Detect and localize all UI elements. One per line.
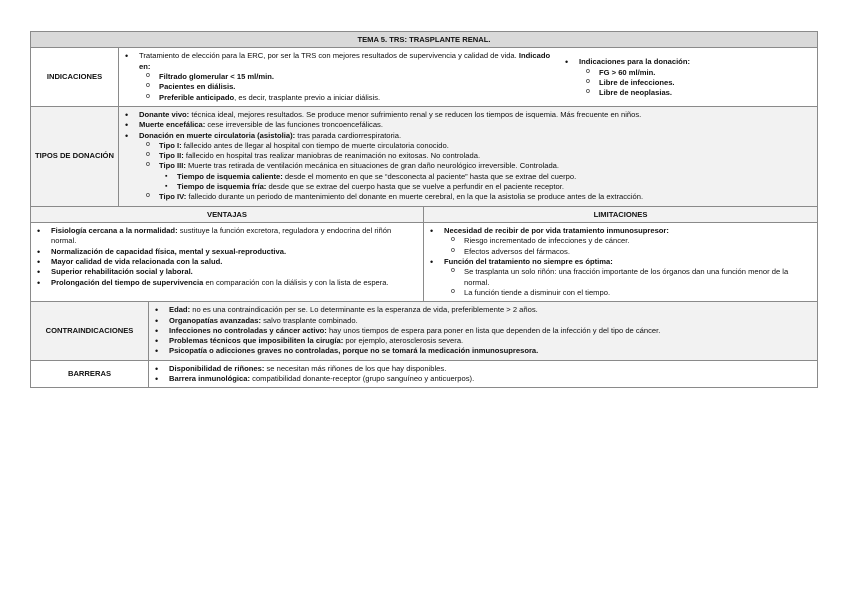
tipos-row (31, 106, 817, 206)
summary-table (30, 31, 818, 388)
contraindicaciones-row (31, 301, 817, 360)
ventajas-limitaciones-header-row (31, 206, 817, 222)
list-item: ▪ Tiempo de isquemia caliente: desde el momento en que se “desconecta al paciente” hasta que se extrae del cuerpo. (119, 172, 811, 182)
limitaciones-header: LIMITACIONES (424, 207, 817, 222)
list-item: • Disponibilidad de riñones: se necesitan más riñones de los que hay disponibles. (149, 364, 811, 374)
contraindicaciones-label: CONTRAINDICACIONES (31, 302, 149, 360)
list-item: o Riesgo incrementado de infecciones y de cáncer. (424, 236, 811, 246)
indicaciones-main (119, 51, 559, 103)
list-item: • Infecciones no controladas y cáncer activo: hay unos tiempos de espera para poner en lista que dependen de la infección y del tipo de cáncer. (149, 326, 811, 336)
list-item: o Filtrado glomerular < 15 ml/min. (119, 72, 559, 82)
list-item: • Donación en muerte circulatoria (asistolia): tras parada cardiorrespiratoria. (119, 131, 811, 141)
list-item: • Indicaciones para la donación: (559, 57, 811, 67)
list-item: o Pacientes en diálisis. (119, 82, 559, 92)
barreras-row (31, 360, 817, 388)
contraindicaciones-content (149, 302, 817, 360)
list-item: • Necesidad de recibir de por vida tratamiento inmunosupresor: (424, 226, 811, 236)
indicaciones-label: INDICACIONES (31, 48, 119, 106)
list-item: o Tipo II: fallecido en hospital tras realizar maniobras de reanimación no exitosas. No controlada. (119, 151, 811, 161)
list-item: o Libre de neoplasias. (559, 88, 811, 98)
list-item: • Barrera inmunológica: compatibilidad donante-receptor (grupo sanguíneo y anticuerpos). (149, 374, 811, 384)
tipos-content (119, 107, 817, 206)
page-title: TEMA 5. TRS: TRASPLANTE RENAL. (31, 32, 817, 47)
list-item: • Organopatías avanzadas: salvo trasplante combinado. (149, 316, 811, 326)
indicaciones-content (119, 48, 817, 106)
barreras-label: BARRERAS (31, 361, 149, 388)
list-item: • Mayor calidad de vida relacionada con la salud. (31, 257, 417, 267)
title-row (31, 32, 817, 47)
list-item: o Libre de infecciones. (559, 78, 811, 88)
list-item: • Superior rehabilitación social y laboral. (31, 267, 417, 277)
ventajas-limitaciones-row (31, 222, 817, 301)
list-item: • Psicopatía o adicciones graves no controladas, porque no se tomará la medicación inmunosupresora. (149, 346, 811, 356)
ventajas-list (31, 223, 424, 301)
list-item: o Efectos adversos del fármacos. (424, 247, 811, 257)
list-item: • Edad: no es una contraindicación per se. Lo determinante es la esperanza de vida, preferiblemente > 2 años. (149, 305, 811, 315)
list-item: o Tipo III: Muerte tras retirada de ventilación mecánica en situaciones de gran daño neurológico irreversible. Controlada. (119, 161, 811, 171)
list-item: o Tipo I: fallecido antes de llegar al hospital con tiempo de muerte circulatoria conocido. (119, 141, 811, 151)
list-item: • Tratamiento de elección para la ERC, por ser la TRS con mejores resultados de supervivencia y calidad de vida. Indicado en: (119, 51, 559, 72)
list-item: • Fisiología cercana a la normalidad: sustituye la función excretora, reguladora y endocrina del riñón normal. (31, 226, 417, 247)
list-item: • Función del tratamiento no siempre es óptima: (424, 257, 811, 267)
list-item: ▪ Tiempo de isquemia fría: desde que se extrae del cuerpo hasta que se vuelve a perfundir en el paciente receptor. (119, 182, 811, 192)
list-item: • Muerte encefálica: cese irreversible de las funciones troncoencefálicas. (119, 120, 811, 130)
limitaciones-list (424, 223, 817, 301)
list-item: o La función tiende a disminuir con el tiempo. (424, 288, 811, 298)
list-item: • Problemas técnicos que imposibiliten la cirugía: por ejemplo, aterosclerosis severa. (149, 336, 811, 346)
ventajas-header: VENTAJAS (31, 207, 424, 222)
tipos-label: TIPOS DE DONACIÓN (31, 107, 119, 206)
barreras-content (149, 361, 817, 388)
list-item: • Normalización de capacidad física, mental y sexual-reproductiva. (31, 247, 417, 257)
indicaciones-row (31, 47, 817, 106)
indicaciones-donacion (559, 51, 811, 103)
list-item: o Se trasplanta un solo riñón: una fracción importante de los órganos dan una función menor de la normal. (424, 267, 811, 288)
list-item: o Tipo IV: fallecido durante un periodo de mantenimiento del donante en muerte cerebral, en la que la asistolia se produce antes de la extracción. (119, 192, 811, 202)
list-item: • Donante vivo: técnica ideal, mejores resultados. Se produce menor sufrimiento renal y se reducen los tiempos de isquemia. Más frecuente en niños. (119, 110, 811, 120)
list-item: o Preferible anticipado, es decir, trasplante previo a iniciar diálisis. (119, 93, 559, 103)
list-item: • Prolongación del tiempo de supervivencia en comparación con la diálisis y con la lista de espera. (31, 278, 417, 288)
list-item: o FG > 60 ml/min. (559, 68, 811, 78)
